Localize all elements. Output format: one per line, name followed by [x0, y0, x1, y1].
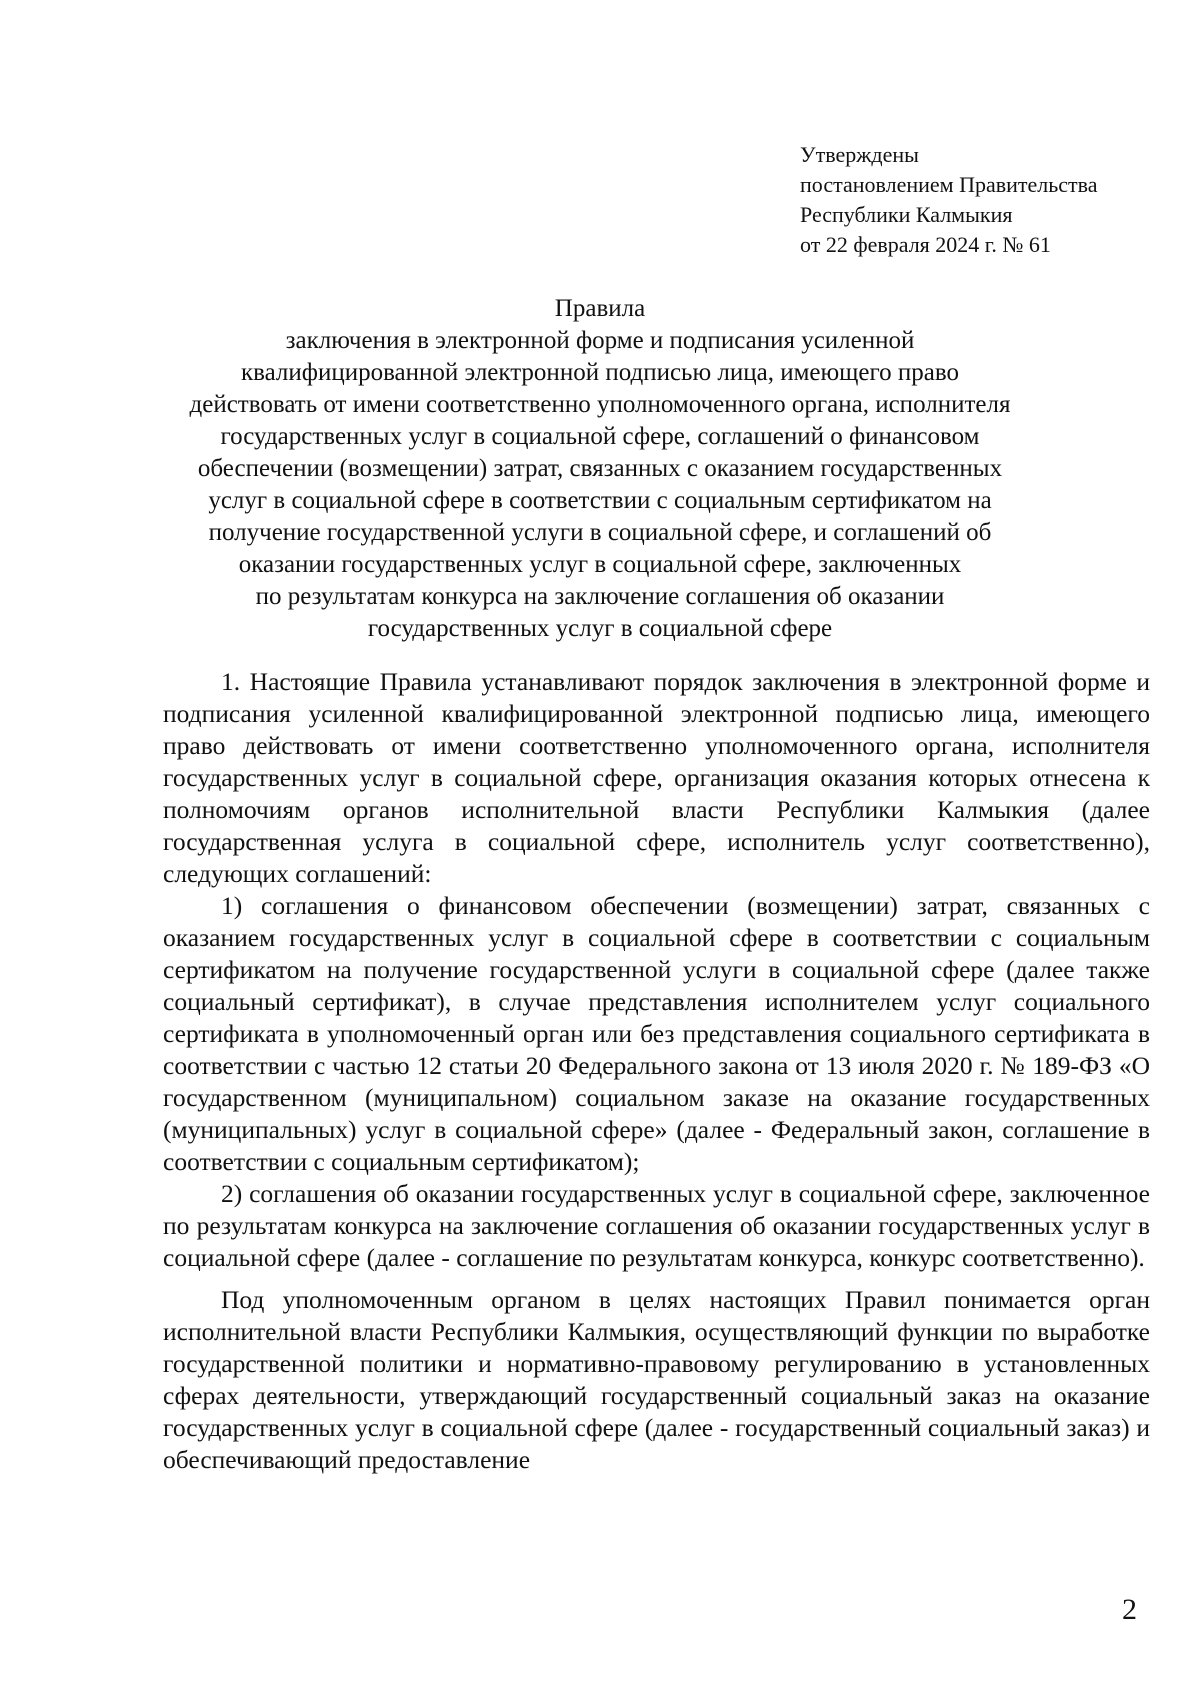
body-paragraph: 1. Настоящие Правила устанавливают порядок заключения в электронной форме и подписания усиленной квалифицированной электронной подписью лица, имеющего право действовать от имени соответственно уполномоченного органа, исполнителя государственных услуг в социальной сфере, организация оказания которых отнесена к полномочиям органов исполнительной власти Республики Калмыкия (далее государственная услуга в социальной сфере, исполнитель услуг соответственно), следующих соглашений: [163, 667, 1150, 888]
document-body [163, 666, 1150, 1476]
title-line: по результатам конкурса на заключение соглашения об оказании [255, 583, 945, 610]
document-title [150, 293, 1050, 645]
title-line: действовать от имени соответственно уполномоченного органа, исполнителя [189, 391, 1011, 418]
body-paragraph: Под уполномоченным органом в целях настоящих Правил понимается орган исполнительной власти Республики Калмыкия, осуществляющий функции по выработке государственной политики и нормативно-правовому регулированию в установленных сферах деятельности, утверждающий государственный социальный заказ на оказание государственных услуг в социальной сфере (далее - государственный социальный заказ) и обеспечивающий предоставление [163, 1285, 1150, 1474]
page-number: 2 [1122, 1593, 1137, 1626]
title-line: услуг в социальной сфере в соответствии с социальным сертификатом на [208, 487, 992, 514]
approval-line: постановлением Правительства [800, 172, 1098, 197]
body-paragraph: 2) соглашения об оказании государственных услуг в социальной сфере, заключенное по результатам конкурса на заключение соглашения об оказании государственных услуг в социальной сфере (далее - соглашение по результатам конкурса, конкурс соответственно). [163, 1179, 1150, 1272]
title-heading: Правила [554, 295, 646, 322]
title-line: государственных услуг в социальной сфере, соглашений о финансовом [220, 423, 980, 450]
approval-line: Утверждены [800, 142, 919, 167]
title-line: заключения в электронной форме и подписания усиленной [285, 327, 915, 354]
title-line: оказании государственных услуг в социальной сфере, заключенных [238, 551, 962, 578]
title-line: квалифицированной электронной подписью лица, имеющего право [240, 359, 960, 386]
title-line: получение государственной услуги в социальной сфере, и соглашений об [208, 519, 992, 546]
body-paragraph: 1) соглашения о финансовом обеспечении (возмещении) затрат, связанных с оказанием государственных услуг в социальной сфере в соответствии с социальным сертификатом на получение государственной услуги в социальной сфере (далее также социальный сертификат), в случае представления исполнителем услуг социального сертификата в уполномоченный орган или без представления социального сертификата в соответствии с частью 12 статьи 20 Федерального закона от 13 июля 2020 г. № 189-ФЗ «О государственном (муниципальном) социальном заказе на оказание государственных (муниципальных) услуг в социальной сфере» (далее - Федеральный закон, соглашение в соответствии с социальным сертификатом); [163, 891, 1150, 1176]
approval-line: от 22 февраля 2024 г. № 61 [800, 232, 1051, 257]
title-line: государственных услуг в социальной сфере [367, 615, 833, 642]
approval-line: Республики Калмыкия [800, 202, 1013, 227]
approval-stamp [800, 140, 1160, 260]
title-line: обеспечении (возмещении) затрат, связанных с оказанием государственных [197, 455, 1003, 482]
